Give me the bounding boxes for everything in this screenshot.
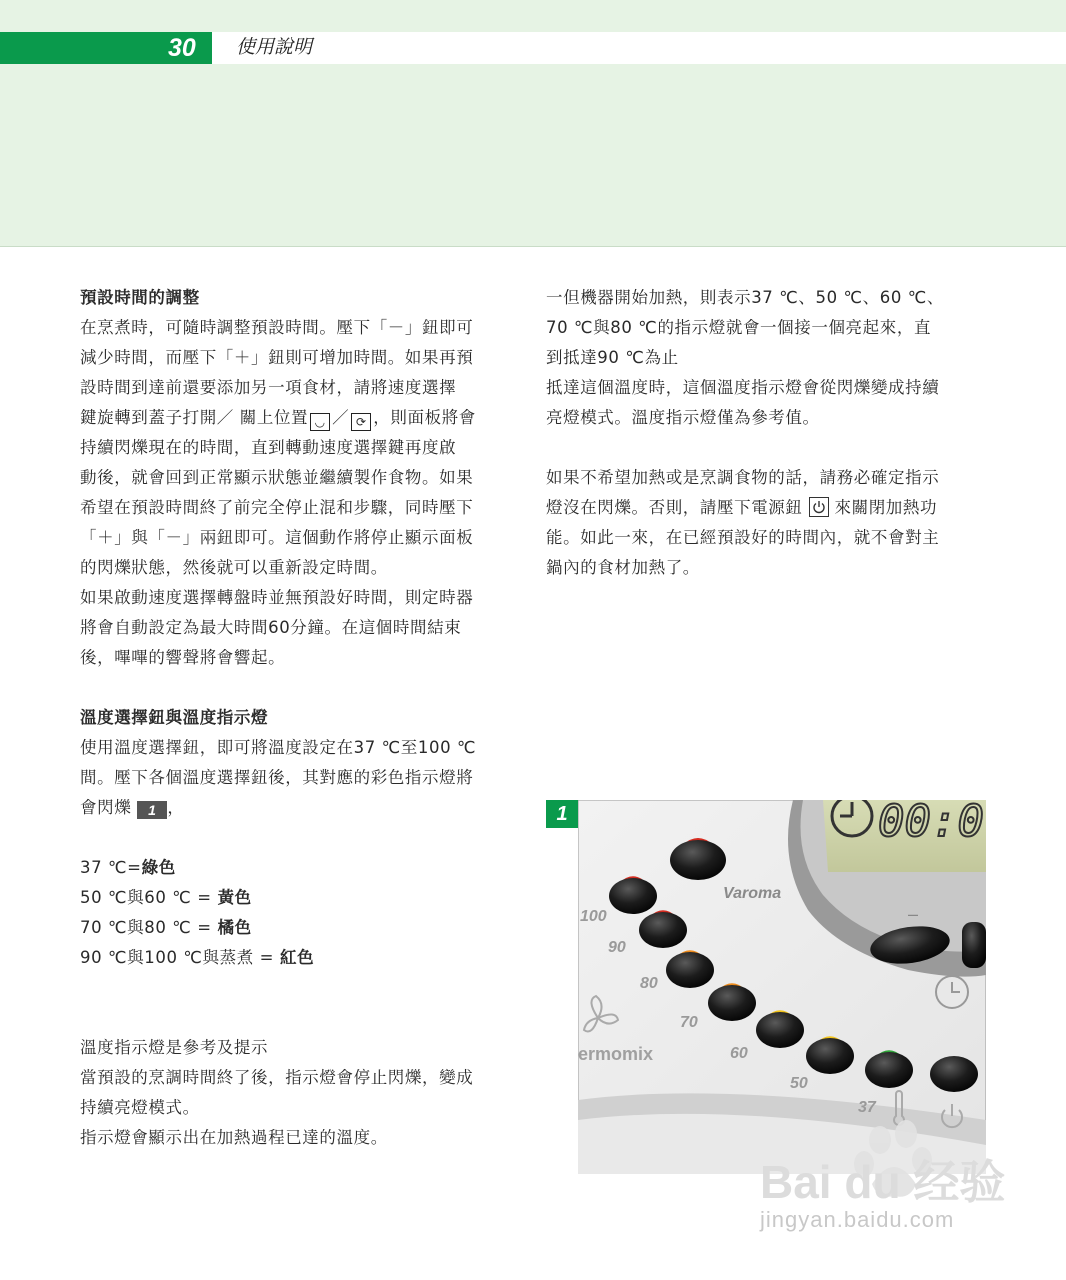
section-heading-temperature: 溫度選擇鈕與溫度指示燈 <box>80 708 269 727</box>
text-line: 能。如此一來，在已經預設好的時間內，就不會對主 <box>546 528 940 547</box>
text-span: 會閃爍 <box>80 798 132 817</box>
figure-reference: 1 <box>137 801 167 819</box>
text-span: ，則面板將會 <box>373 408 476 427</box>
text-line: 的閃爍狀態，然後就可以重新設定時間。 <box>80 558 388 577</box>
power-button[interactable] <box>930 1056 978 1092</box>
text-span: ， <box>167 798 185 817</box>
text-line: 減少時間，而壓下「＋」鈕則可增加時間。如果再預 <box>80 348 474 367</box>
baidu-logo-text: Bai du 经验 <box>760 1156 1006 1208</box>
temp-37-button[interactable] <box>865 1052 913 1088</box>
text-line: 溫度指示燈是參考及提示 <box>80 1038 269 1057</box>
text-span: 來關閉加熱功 <box>834 498 938 517</box>
varoma-button[interactable] <box>670 840 726 880</box>
color-line <box>80 943 522 973</box>
text-line: 間。壓下各個溫度選擇鈕後，其對應的彩色指示燈將 <box>80 768 474 787</box>
color-name: 紅色 <box>279 948 315 967</box>
temp-label-50: 50 <box>790 1075 808 1092</box>
temp-label-100: 100 <box>580 908 607 925</box>
figure-label: 1 <box>546 800 578 828</box>
temp-100-button[interactable] <box>609 878 657 914</box>
text-span: 鍵旋轉到蓋子打開／ 關上位置 <box>80 408 309 427</box>
color-line <box>80 853 522 883</box>
temp-label: 37 ℃= <box>80 858 142 877</box>
text-line: 持續亮燈模式。 <box>80 1098 200 1117</box>
color-name: 橘色 <box>217 918 252 937</box>
text-line: 一但機器開始加熱，則表示37 ℃、50 ℃、60 ℃、 <box>546 288 945 307</box>
color-line <box>80 883 522 913</box>
temp-80-button[interactable] <box>666 952 714 988</box>
text-line: 設時間到達前還要添加另一項食材，請將速度選擇 <box>80 378 457 397</box>
temp-label-60: 60 <box>730 1045 748 1062</box>
text-line: 使用溫度選擇鈕，即可將溫度設定在37 ℃至100 ℃ <box>80 738 477 757</box>
text-line: 「＋」與「－」兩鈕即可。這個動作將停止顯示面板 <box>80 528 474 547</box>
temp-label-37: 37 <box>858 1099 876 1116</box>
lid-open-icon: ◡ <box>310 413 330 431</box>
text-span: 燈沒在閃爍。否則，請壓下電源鈕 <box>546 498 803 517</box>
text-line: 在烹煮時，可隨時調整預設時間。壓下「－」鈕即可 <box>80 318 474 337</box>
varoma-label: Varoma <box>723 885 782 902</box>
control-panel-figure <box>578 800 986 1174</box>
text-line: 後，嗶嗶的響聲將會響起。 <box>80 648 286 667</box>
temp-50-button[interactable] <box>806 1038 854 1074</box>
right-column <box>546 283 990 583</box>
temp-label-90: 90 <box>608 939 626 956</box>
text-line: 如果啟動速度選擇轉盤時並無預設好時間，則定時器 <box>80 588 474 607</box>
page-title: 使用說明 <box>236 36 313 58</box>
watermark-url: jingyan.baidu.com <box>760 1207 955 1232</box>
temp-90-button[interactable] <box>639 912 687 948</box>
minus-label: – <box>908 904 919 924</box>
text-line: 當預設的烹調時間終了後，指示燈會停止閃爍，變成 <box>80 1068 474 1087</box>
brand-label: ermomix <box>578 1044 654 1064</box>
lcd-digits: 00:0 <box>878 800 984 847</box>
text-line: 亮燈模式。溫度指示燈僅為參考值。 <box>546 408 820 427</box>
text-line: 抵達這個溫度時，這個溫度指示燈會從閃爍變成持續 <box>546 378 940 397</box>
page-number: 30 <box>168 34 196 62</box>
text-line: 到抵達90 ℃為止 <box>546 348 679 367</box>
temp-label-70: 70 <box>680 1014 698 1031</box>
lid-closed-icon: ⟳ <box>351 413 371 431</box>
color-name: 綠色 <box>141 858 176 877</box>
text-line: 希望在預設時間終了前完全停止混和步驟，同時壓下 <box>80 498 474 517</box>
temp-70-button[interactable] <box>708 985 756 1021</box>
left-column <box>80 283 522 1153</box>
text-line: 動後，就會回到正常顯示狀態並繼續製作食物。如果 <box>80 468 474 487</box>
text-line: 持續閃爍現在的時間，直到轉動速度選擇鍵再度啟 <box>80 438 457 457</box>
temp-60-button[interactable] <box>756 1012 804 1048</box>
text-line: 鍋內的食材加熱了。 <box>546 558 700 577</box>
temp-label-80: 80 <box>640 975 658 992</box>
text-span: ／ <box>332 408 350 427</box>
power-icon <box>809 497 829 517</box>
section-heading-preset-time: 預設時間的調整 <box>80 288 200 307</box>
text-line-with-icons <box>80 403 522 433</box>
plus-button[interactable] <box>962 922 986 968</box>
text-line-with-icon <box>546 493 990 523</box>
temp-label: 90 ℃與100 ℃與蒸煮 = <box>80 948 280 967</box>
temp-label: 50 ℃與60 ℃ = <box>80 888 218 907</box>
color-name: 黃色 <box>217 888 252 907</box>
temp-label: 70 ℃與80 ℃ = <box>80 918 218 937</box>
text-line: 將會自動設定為最大時間60分鐘。在這個時間結束 <box>80 618 462 637</box>
text-line: 70 ℃與80 ℃的指示燈就會一個接一個亮起來，直 <box>546 318 932 337</box>
color-line <box>80 913 522 943</box>
text-line-with-ref <box>80 793 522 823</box>
text-line: 指示燈會顯示出在加熱過程已達的溫度。 <box>80 1128 388 1147</box>
text-line: 如果不希望加熱或是烹調食物的話，請務必確定指示 <box>546 468 940 487</box>
